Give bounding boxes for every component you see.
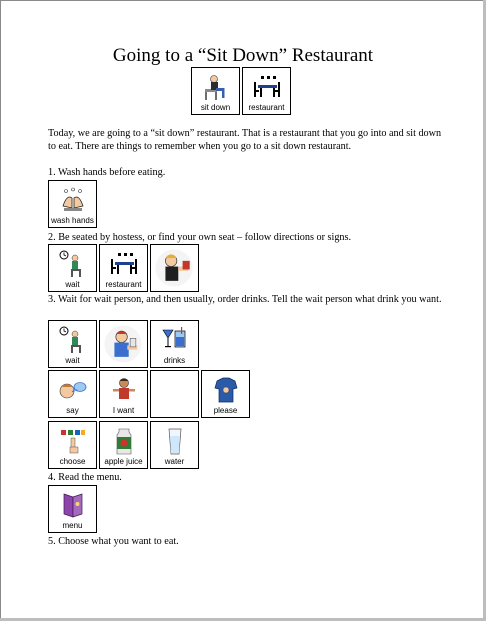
symbol-label: choose (59, 457, 86, 466)
symbol-label: wash hands (51, 216, 94, 225)
please-icon (212, 376, 240, 404)
step-3-symbols-row-2 (48, 370, 252, 418)
symbol-label: apple juice (104, 457, 143, 466)
i-want-icon (110, 376, 138, 404)
symbol-card-drinks (150, 320, 199, 368)
symbol-card-apple-juice (99, 421, 148, 469)
symbol-label: restaurant (248, 103, 285, 112)
symbol-label: wait (65, 280, 80, 289)
symbol-card-wait (48, 320, 97, 368)
page-title: Going to a “Sit Down” Restaurant (112, 45, 374, 66)
step-4-symbols (48, 485, 99, 533)
symbol-card-please (201, 370, 250, 418)
step-5-text: 5. Choose what you want to eat. (48, 536, 179, 547)
symbol-card-waiter (99, 320, 148, 368)
step-3-symbols-row-1 (48, 320, 201, 368)
waiter-icon (103, 324, 143, 364)
menu-icon (59, 491, 87, 519)
symbol-card-water (150, 421, 199, 469)
symbol-card-wait (48, 244, 97, 292)
symbol-label: please (213, 406, 238, 415)
symbol-label: drinks (163, 356, 186, 365)
symbol-card-choose (48, 421, 97, 469)
symbol-label: I want (112, 406, 135, 415)
apple-juice-icon (110, 427, 138, 455)
restaurant-icon (110, 250, 138, 278)
water-icon (161, 427, 189, 455)
symbol-card-wash-hands (48, 180, 97, 228)
symbol-card-restaurant (99, 244, 148, 292)
wash-hands-icon (59, 186, 87, 214)
step-4-text: 4. Read the menu. (48, 472, 122, 483)
symbol-card-blank (150, 370, 199, 418)
title-symbols (191, 67, 293, 115)
step-3-symbols-row-3 (48, 421, 201, 469)
wait-icon (59, 250, 87, 278)
choose-icon (59, 427, 87, 455)
symbol-card-restaurant (242, 67, 291, 115)
step-2-text: 2. Be seated by hostess, or find your own seat – follow directions or signs. (48, 232, 352, 243)
symbol-card-menu (48, 485, 97, 533)
step-3-text: 3. Wait for wait person, and then usually, order drinks. Tell the wait person what drink you want. (48, 294, 442, 305)
drinks-icon (161, 326, 189, 354)
symbol-card-sit-down (191, 67, 240, 115)
sit-down-icon (202, 73, 230, 101)
hostess-icon (154, 248, 194, 288)
symbol-label: wait (65, 356, 80, 365)
step-1-text: 1. Wash hands before eating. (48, 167, 166, 178)
step-1-symbols (48, 180, 99, 228)
step-2-symbols (48, 244, 201, 292)
symbol-card-say (48, 370, 97, 418)
wait-icon (59, 326, 87, 354)
say-icon (59, 376, 87, 404)
blank-icon (161, 376, 189, 404)
symbol-label: say (66, 406, 79, 415)
symbol-card-i-want (99, 370, 148, 418)
symbol-card-hostess (150, 244, 199, 292)
restaurant-icon (253, 73, 281, 101)
symbol-label: sit down (200, 103, 231, 112)
symbol-label: water (164, 457, 185, 466)
symbol-label: restaurant (105, 280, 142, 289)
intro-paragraph: Today, we are going to a “sit down” restaurant. That is a restaurant that you go into and sit down to eat. There are things to remember when you go to a sit down restaurant. (48, 128, 442, 152)
symbol-label: menu (62, 521, 83, 530)
